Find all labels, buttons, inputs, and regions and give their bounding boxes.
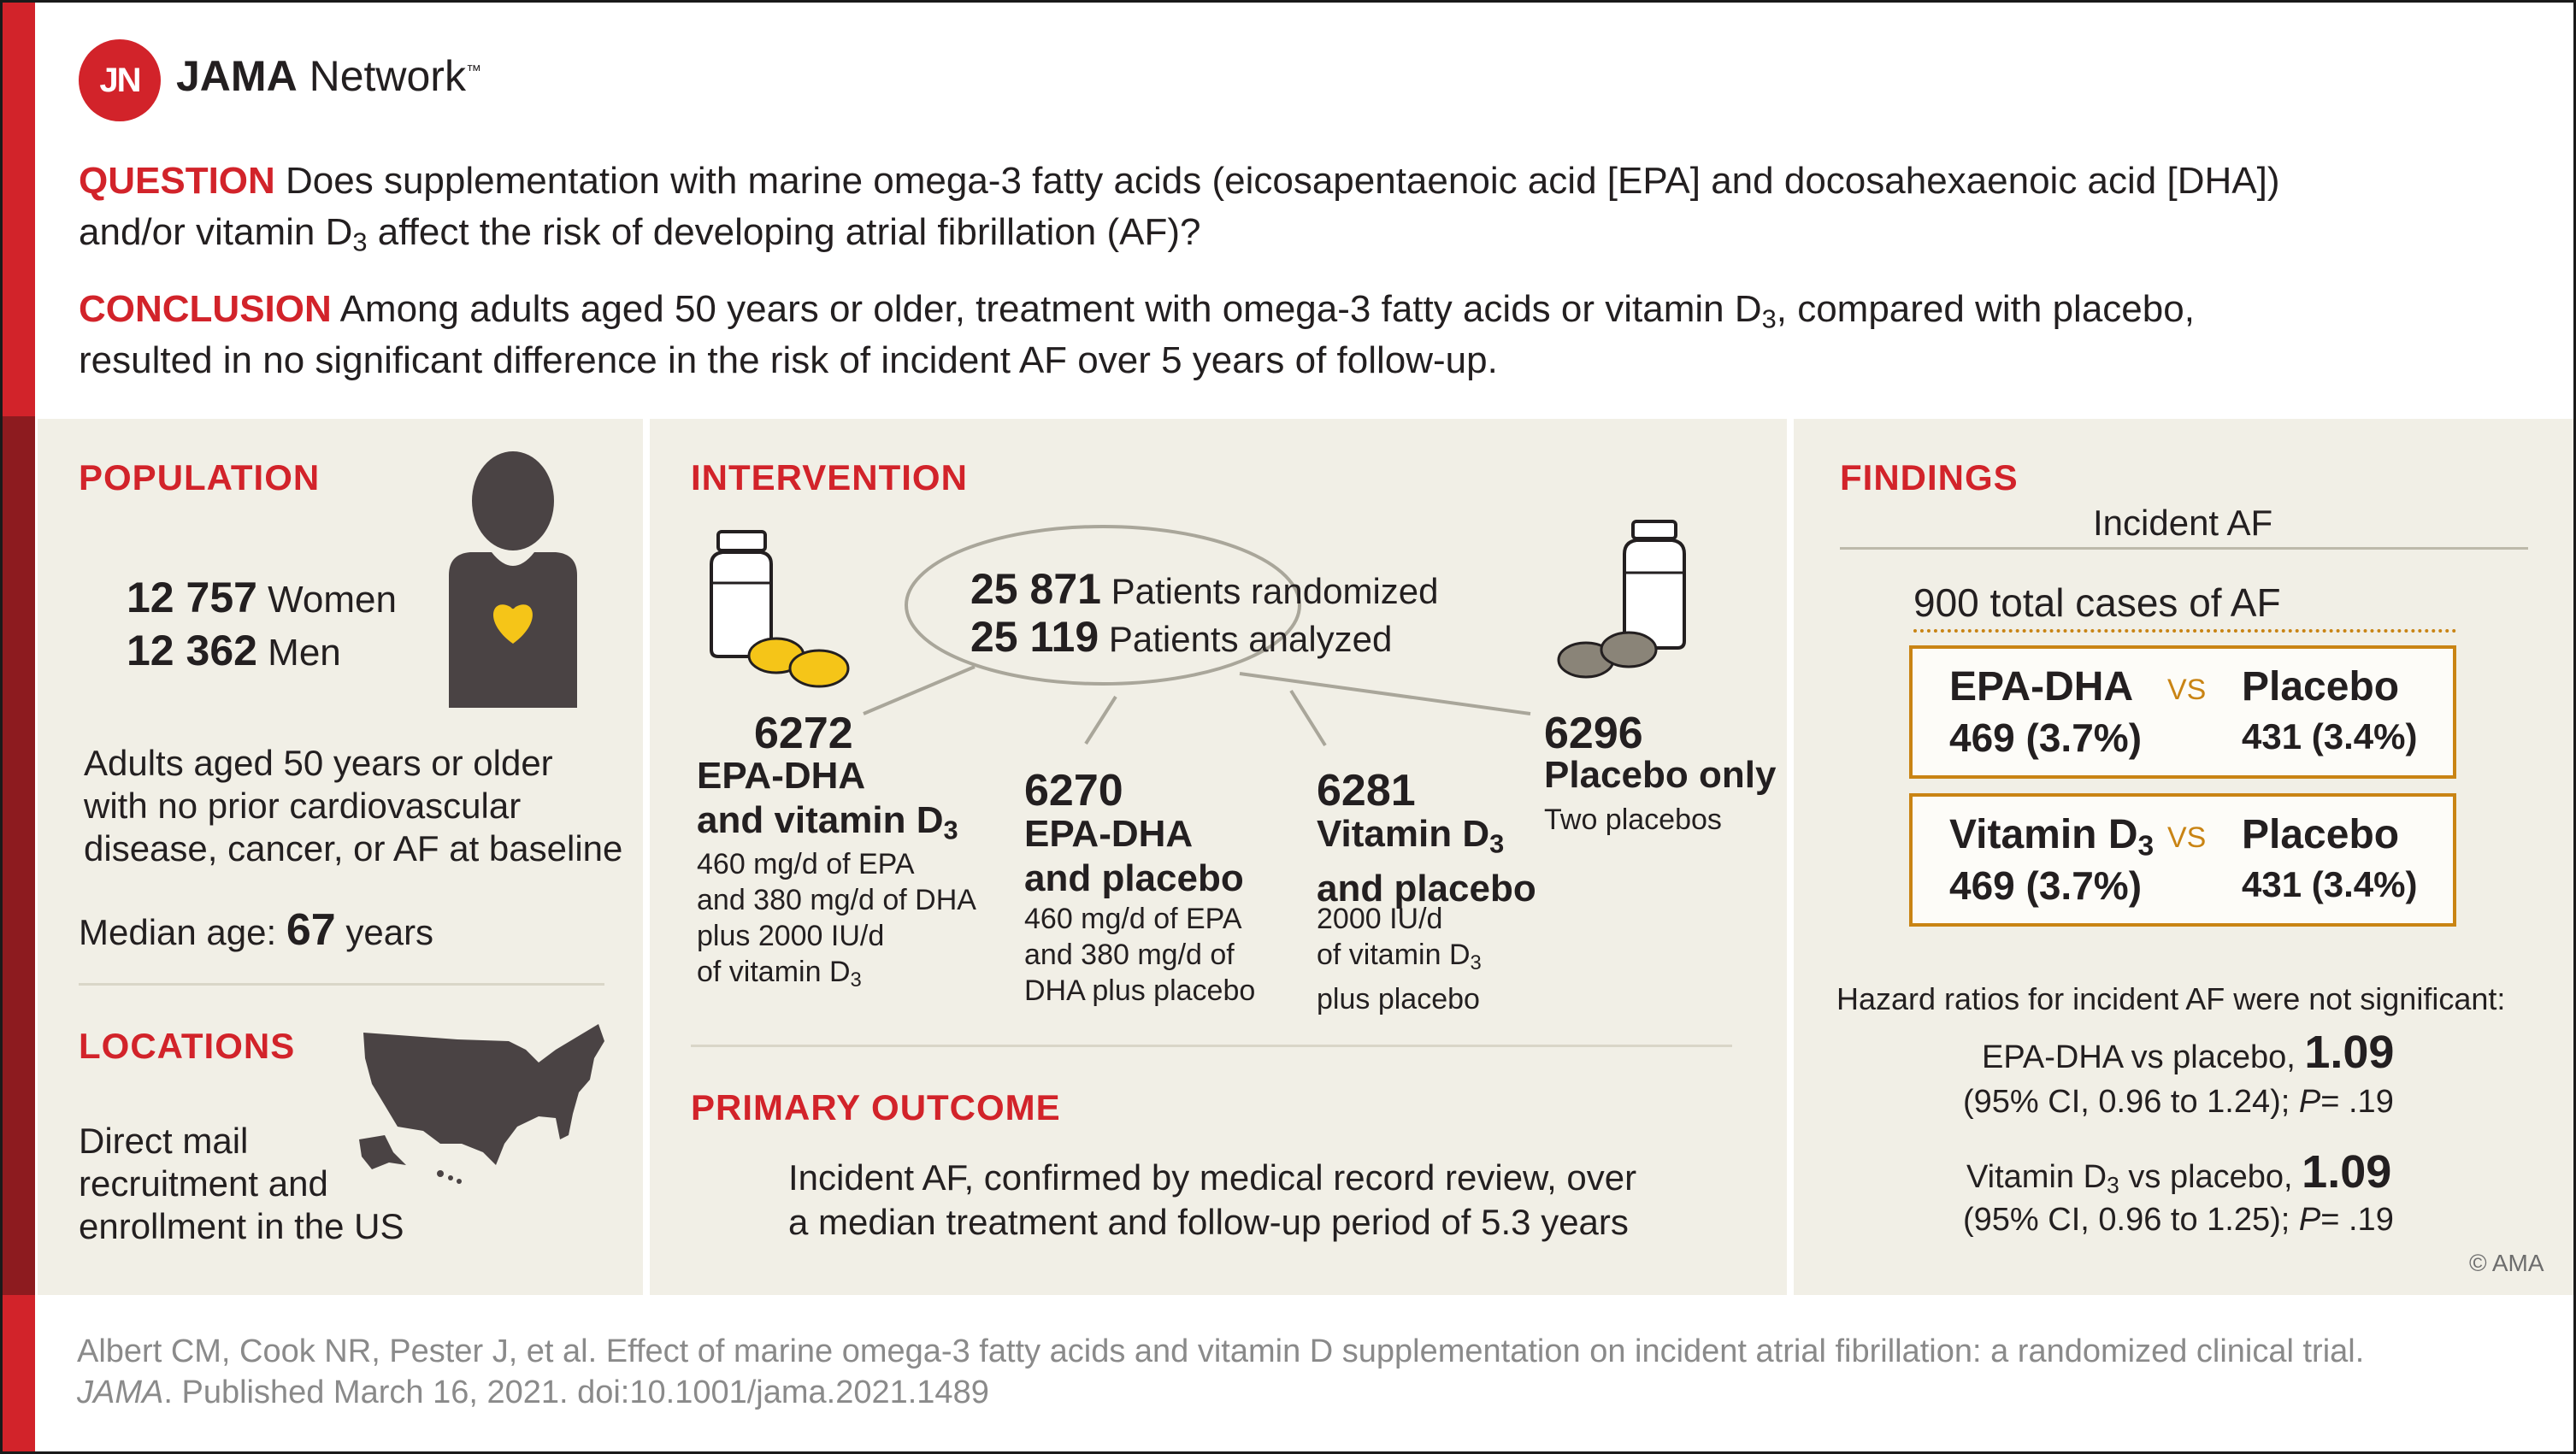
median-age: Median age: 67 years [79,905,434,955]
comparison-1-left-value: 469 (3.7%) [1949,715,2143,760]
accent-bar-bottom [3,1295,35,1451]
bottle-placebo-icon [1559,521,1684,677]
group-3-count: 6281 [1317,766,1416,815]
conclusion-line-2: resulted in no significant difference in the risk of incident AF over 5 years of follow-up. [79,339,1498,381]
group-1-name: EPA-DHA and vitamin $D_3$ [697,755,958,845]
bottle-capsules-icon [711,532,848,686]
men-count: 12 362 Men [127,627,341,674]
hazard-ratio-1-label: EPA-DHA vs placebo, 1.09 [1982,1027,2395,1078]
conclusion-line-1: CONCLUSION Among adults aged 50 years or older, treatment with omega-3 fatty acids or vitamin $D_3$, compared with placebo, [79,288,2195,334]
connector-group-2 [1086,697,1116,744]
comparison-2-right-value: 431 (3.4%) [2242,864,2418,904]
person-heart-icon [432,451,594,708]
copyright: © AMA [2469,1250,2544,1276]
randomized-count: 25 871 Patients randomized [970,565,1439,613]
group-2-dose: 460 mg/d of EPA and 380 mg/d of DHA plus placebo [1024,903,1256,1007]
group-3-dose: 2000 IU/d of vitamin $D_3$ plus placebo [1317,903,1482,1015]
connector-group-4 [1240,674,1530,714]
connector-group-1 [864,667,975,714]
comparison-1-left-label: EPA-DHA [1949,664,2134,709]
group-4-name: Placebo only [1544,754,1777,796]
findings-subheading: Incident AF [2093,503,2273,543]
accent-bar-middle [3,416,35,1295]
primary-outcome-text: Incident AF, confirmed by medical record review, over a median treatment and follow-up period of 5.3 years [788,1157,1637,1242]
comparison-1-right-value: 431 (3.4%) [2242,716,2418,756]
dotted-rule [1913,629,2456,633]
locations-heading: LOCATIONS [79,1026,296,1066]
group-4-count: 6296 [1544,709,1643,758]
hazard-ratio-intro: Hazard ratios for incident AF were not significant: [1836,981,2506,1016]
comparison-2-vs: VS [2167,821,2207,854]
primary-outcome-heading: PRIMARY OUTCOME [691,1087,1061,1127]
comparison-2-left-value: 469 (3.7%) [1949,863,2143,908]
comparison-1-vs: VS [2167,674,2207,706]
findings-top-rule [1840,547,2528,550]
comparison-1-right-label: Placebo [2242,664,2400,709]
hazard-ratio-2-ci: (95% CI, 0.96 to 1.25); P= .19 [1963,1202,2394,1238]
total-cases: 900 total cases of AF [1913,580,2281,625]
intervention-heading: INTERVENTION [691,457,968,497]
question-line-1: QUESTION Does supplementation with marine omega-3 fatty acids (eicosapentaenoic acid [EPA] and docosahexaenoic acid [DHA]) [79,160,2280,202]
population-description: Adults aged 50 years or older with no prior cardiovascular disease, cancer, or AF at baseline [84,743,623,868]
comparison-2-left-label: Vitamin $D_3$ [1949,812,2155,862]
group-3-name: Vitamin $D_3$ and placebo [1317,813,1536,909]
group-1-dose: 460 mg/d of EPA and 380 mg/d of DHA plus 2000 IU/d of vitamin $D_3$ [697,848,976,992]
women-count: 12 757 Women [127,574,397,621]
intervention-divider [691,1045,1732,1047]
findings-heading: FINDINGS [1840,457,2019,497]
group-1-count: 6272 [754,709,853,758]
jama-network-logo-mark: JN [79,39,161,121]
group-2-name: EPA-DHA and placebo [1024,813,1244,899]
group-2-count: 6270 [1024,766,1123,815]
hazard-ratio-1-ci: (95% CI, 0.96 to 1.24); P= .19 [1963,1084,2394,1120]
comparison-2-right-label: Placebo [2242,812,2400,857]
population-heading: POPULATION [79,457,321,497]
accent-bar-top [3,3,35,416]
group-4-dose: Two placebos [1544,804,1722,836]
connector-group-3 [1291,691,1325,745]
analyzed-count: 25 119 Patients analyzed [970,613,1393,661]
hazard-ratio-2-label: Vitamin $D_3$ vs placebo, 1.09 [1966,1146,2392,1198]
citation-line-1: Albert CM, Cook NR, Pester J, et al. Effect of marine omega-3 fatty acids and vitamin D supplementation on incident atrial fibrillation: a randomized clinical trial. [77,1333,2365,1369]
citation-line-2: JAMA. Published March 16, 2021. doi:10.1001/jama.2021.1489 [77,1375,989,1410]
question-line-2: and/or vitamin $D_3$ affect the risk of developing atrial fibrillation (AF)? [79,211,1201,257]
population-divider [79,983,604,986]
locations-description: Direct mail recruitment and enrollment in the US [79,1121,404,1246]
jama-network-logo-text: JAMA Network™ [176,52,481,100]
